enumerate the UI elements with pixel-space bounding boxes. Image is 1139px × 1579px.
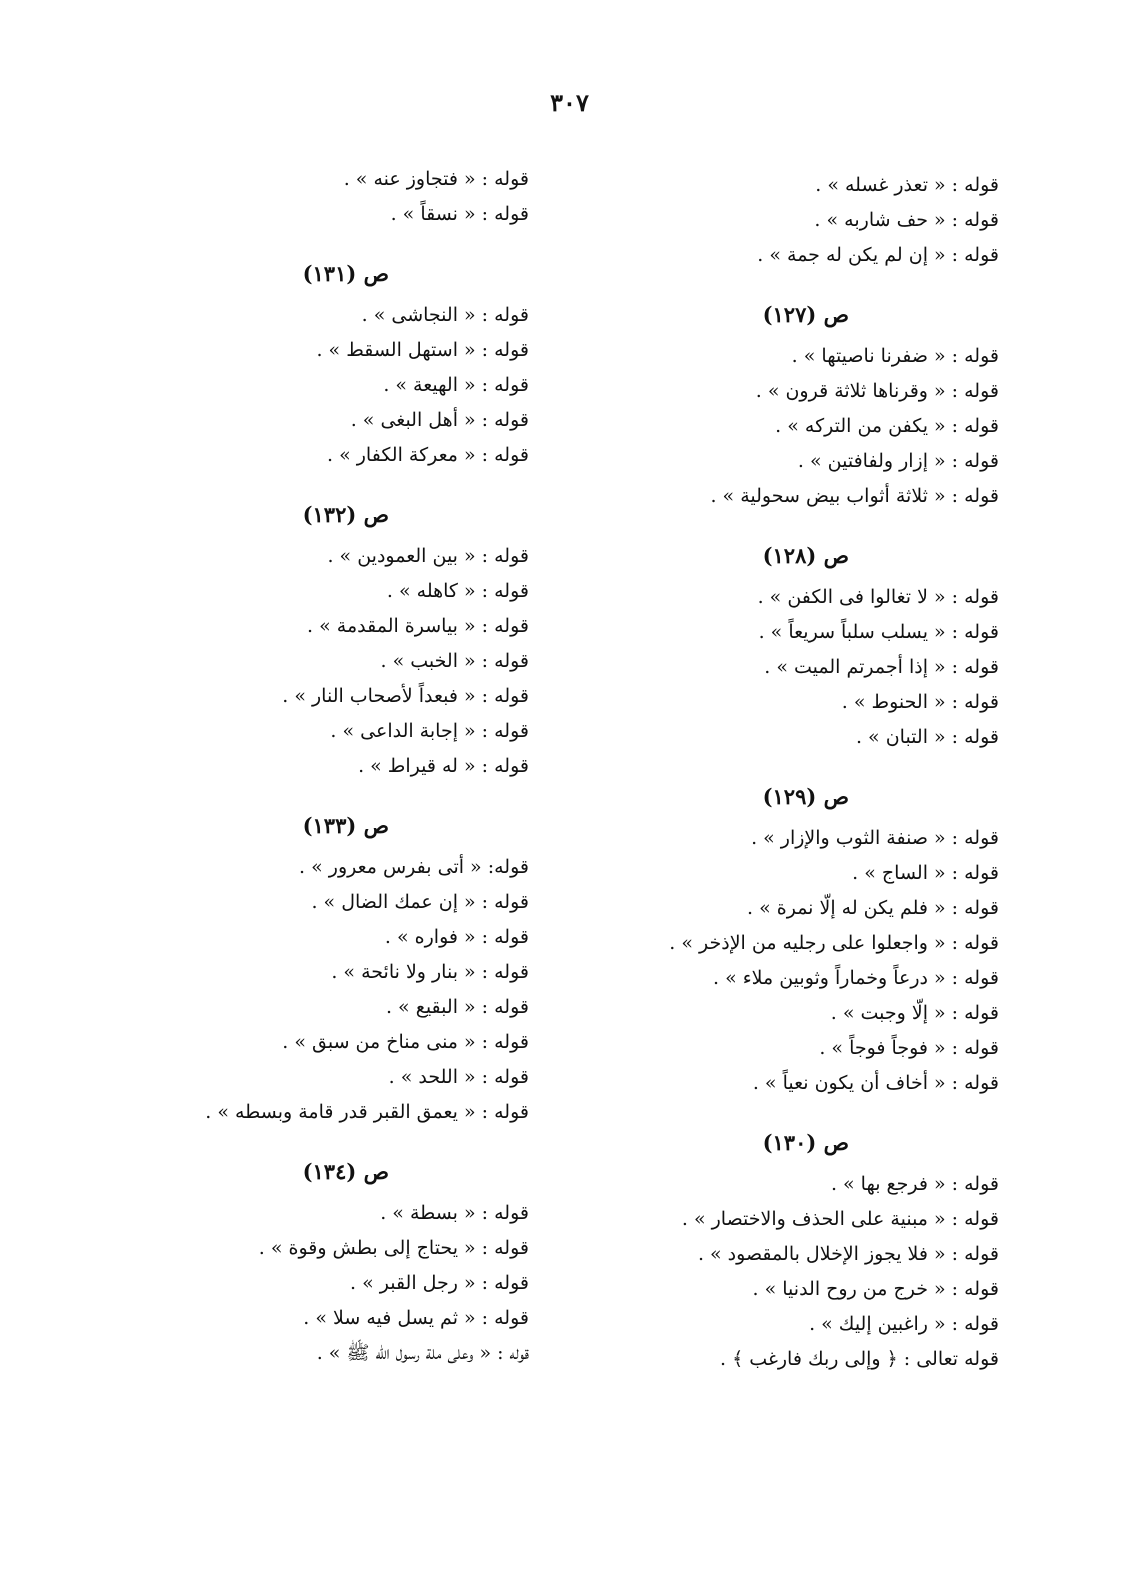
entry-section [149,254,529,473]
section-heading: ص (١٢٨) [762,543,849,568]
entry-section [149,162,529,232]
entry-line: قوله : « اللحد » . [388,1066,529,1088]
entry-section [479,536,999,755]
entry-line: قوله : « ثلاثة أثواب بيض سحولية » . [710,485,999,507]
entry-line: قوله : « بسطة » . [380,1202,529,1224]
entry-line: قوله : « راغبين إليك » . [809,1313,999,1335]
entry-line: قوله: « أتى بفرس معرور » . [299,856,529,878]
entry-line: قوله : « بياسرة المقدمة » . [307,615,529,637]
entry-line: قوله : « بنار ولا نائحة » . [331,961,529,983]
entry-line: قوله : « ضفرنا ناصيتها » . [791,345,999,367]
entry-line: قوله : « الحنوط » . [841,691,999,713]
entry-line: قوله : « فبعداً لأصحاب النار » . [282,685,529,707]
entry-line: قوله : « حف شاربه » . [814,209,999,231]
entry-line: قوله : « رجل القبر » . [349,1272,529,1294]
entry-section [479,168,999,273]
section-heading: ص (١٣٠) [762,1130,849,1155]
entry-line: قوله : « يحتاج إلى بطش وقوة » . [258,1237,529,1259]
entry-section [149,806,529,1130]
entry-line: قوله : « النجاشى » . [361,304,529,326]
entry-section [149,495,529,784]
entry-line: قوله : « فلم يكن له إلّا نمرة » . [747,897,999,919]
entry-line: قوله : « خرج من روح الدنيا » . [752,1278,999,1300]
entry-line: قوله : « مبنية على الحذف والاختصار » . [681,1208,999,1230]
section-heading: ص (١٣٣) [302,813,389,838]
entry-line: قوله : « إزار ولفافتين » . [797,450,999,472]
entry-section [149,1152,529,1371]
entry-section [479,1123,999,1377]
entry-line: قوله : « منى مناخ من سبق » . [282,1031,529,1053]
entry-line: قوله : « الساج » . [852,862,999,884]
entry-line: قوله : « أهل البغى » . [350,409,529,431]
entry-line: قوله : « تعذر غسله » . [815,174,999,196]
entry-line: قوله : « درعاً وخماراً وثوبين ملاء » . [712,967,999,989]
right-column [479,168,999,1377]
entry-line: قوله : « إجابة الداعى » . [330,720,529,742]
entry-section [479,295,999,514]
entry-line: قوله : « أخاف أن يكون نعياً » . [752,1072,999,1094]
entry-line: قوله : « فرجع بها » . [830,1173,999,1195]
section-heading: ص (١٢٧) [762,302,849,327]
entry-line: قوله : « إن لم يكن له جمة » . [757,244,999,266]
entry-line: قوله : « الهيعة » . [383,374,529,396]
page-number: ٣٠٧ [550,88,589,117]
entry-line: قوله : « إلّا وجبت » . [830,1002,999,1024]
entry-line: قوله : « فتجاوز عنه » . [343,168,529,190]
left-column [149,162,529,1371]
entry-line: قوله : « الخبب » . [380,650,529,672]
entry-line: قوله : « يسلب سلباً سريعاً » . [758,621,999,643]
entry-line: قوله : « بين العمودين » . [327,545,529,567]
entry-line: قوله : « فواره » . [384,926,529,948]
entry-line: قوله : « معركة الكفار » . [327,444,529,466]
entry-line: قوله : « كاهله » . [386,580,529,602]
entry-line: قوله : « نسقاً » . [390,203,529,225]
entry-line: قوله : « واجعلوا على رجليه من الإذخر » . [669,932,999,954]
entry-line: قوله : « إن عمك الضال » . [311,891,529,913]
section-heading: ص (١٢٩) [762,784,849,809]
entry-line: قوله : « التبان » . [855,726,999,748]
entry-line: قوله : « يعمق القبر قدر قامة وبسطه » . [205,1101,529,1123]
entry-line: قوله : « ثم يسل فيه سلا » . [303,1307,529,1329]
section-heading: ص (١٣٤) [302,1159,389,1184]
entry-line: قوله : « البقيع » . [385,996,529,1018]
entry-section [479,777,999,1101]
entry-line: قوله : « لا تغالوا فى الكفن » . [757,586,999,608]
entry-line: قوله : « إذا أجمرتم الميت » . [764,656,999,678]
entry-line: قوله : « فلا يجوز الإخلال بالمقصود » . [697,1243,999,1265]
entry-line: قوله : « له قيراط » . [358,755,529,777]
section-heading: ص (١٣٢) [302,502,389,527]
entry-line: قوله : « وعلى ملة رسول الله ﷺ » . [316,1342,529,1364]
entry-line: قوله : « وقرناها ثلاثة قرون » . [755,380,999,402]
entry-line: قوله : « فوجاً فوجاً » . [819,1037,999,1059]
entry-line: قوله تعالى : ﴿ وإلى ربك فارغب ﴾ . [720,1348,999,1370]
entry-line: قوله : « صنفة الثوب والإزار » . [751,827,999,849]
entry-line: قوله : « استهل السقط » . [316,339,529,361]
section-heading: ص (١٣١) [302,261,389,286]
entry-line: قوله : « يكفن من التركه » . [775,415,999,437]
